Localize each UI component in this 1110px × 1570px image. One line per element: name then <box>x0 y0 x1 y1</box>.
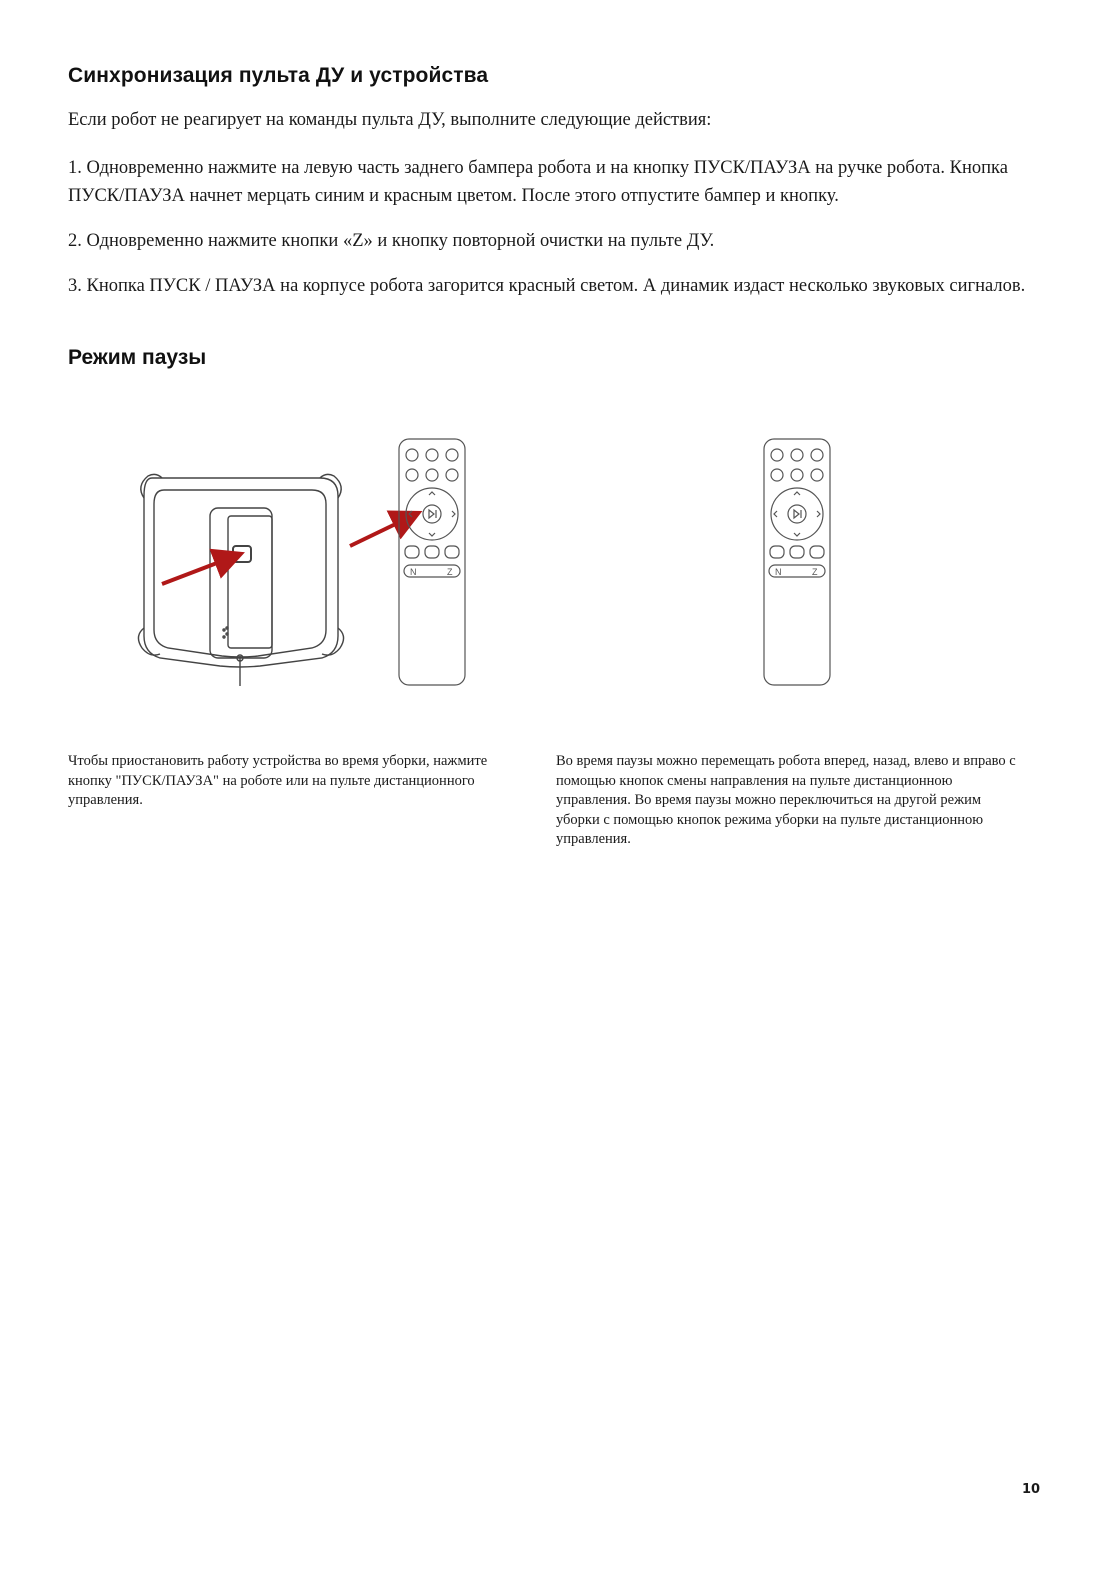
remote-key-z: Z <box>812 567 818 577</box>
intro-paragraph: Если робот не реагирует на команды пульта ДУ, выполните следующие действия: <box>68 110 712 130</box>
caption-left: Чтобы приостановить работу устройства во время уборки, нажмите кнопку "ПУСК/ПАУЗА" на роботе или на пульте дистанционного управления. <box>68 753 488 808</box>
remote-control-left <box>398 438 466 688</box>
step-1: 1. Одновременно нажмите на левую часть заднего бампера робота и на кнопку ПУСК/ПАУЗА на ручке робота. Кнопка ПУСК/ПАУЗА начнет мерцать синим и красным цветом. После этого отпустите бампер и кнопку. <box>68 158 1008 206</box>
page-number: 10 <box>1022 1482 1041 1497</box>
section-title-pause: Режим паузы <box>68 346 207 369</box>
remote-control-right <box>763 438 831 688</box>
step-2: 2. Одновременно нажмите кнопки «Z» и кнопку повторной очистки на пульте ДУ. <box>68 231 715 251</box>
remote-key-z: Z <box>447 567 453 577</box>
remote-key-n: N <box>410 567 417 577</box>
section-title-sync: Синхронизация пульта ДУ и устройства <box>68 64 489 87</box>
arrow-to-robot-button <box>162 558 230 584</box>
step-3: 3. Кнопка ПУСК / ПАУЗА на корпусе робота загорится красный светом. А динамик издаст несколько звуковых сигналов. <box>68 276 1026 296</box>
remote-key-n: N <box>775 567 782 577</box>
red-arrows <box>150 500 440 600</box>
caption-right: Во время паузы можно перемещать робота вперед, назад, влево и вправо с помощью кнопок смены направления на пульте дистанционною управления. Во время паузы можно переключиться на другой режим уборки с помощью кнопок режима уборки на пульте дистанционною управления. <box>556 753 1016 847</box>
